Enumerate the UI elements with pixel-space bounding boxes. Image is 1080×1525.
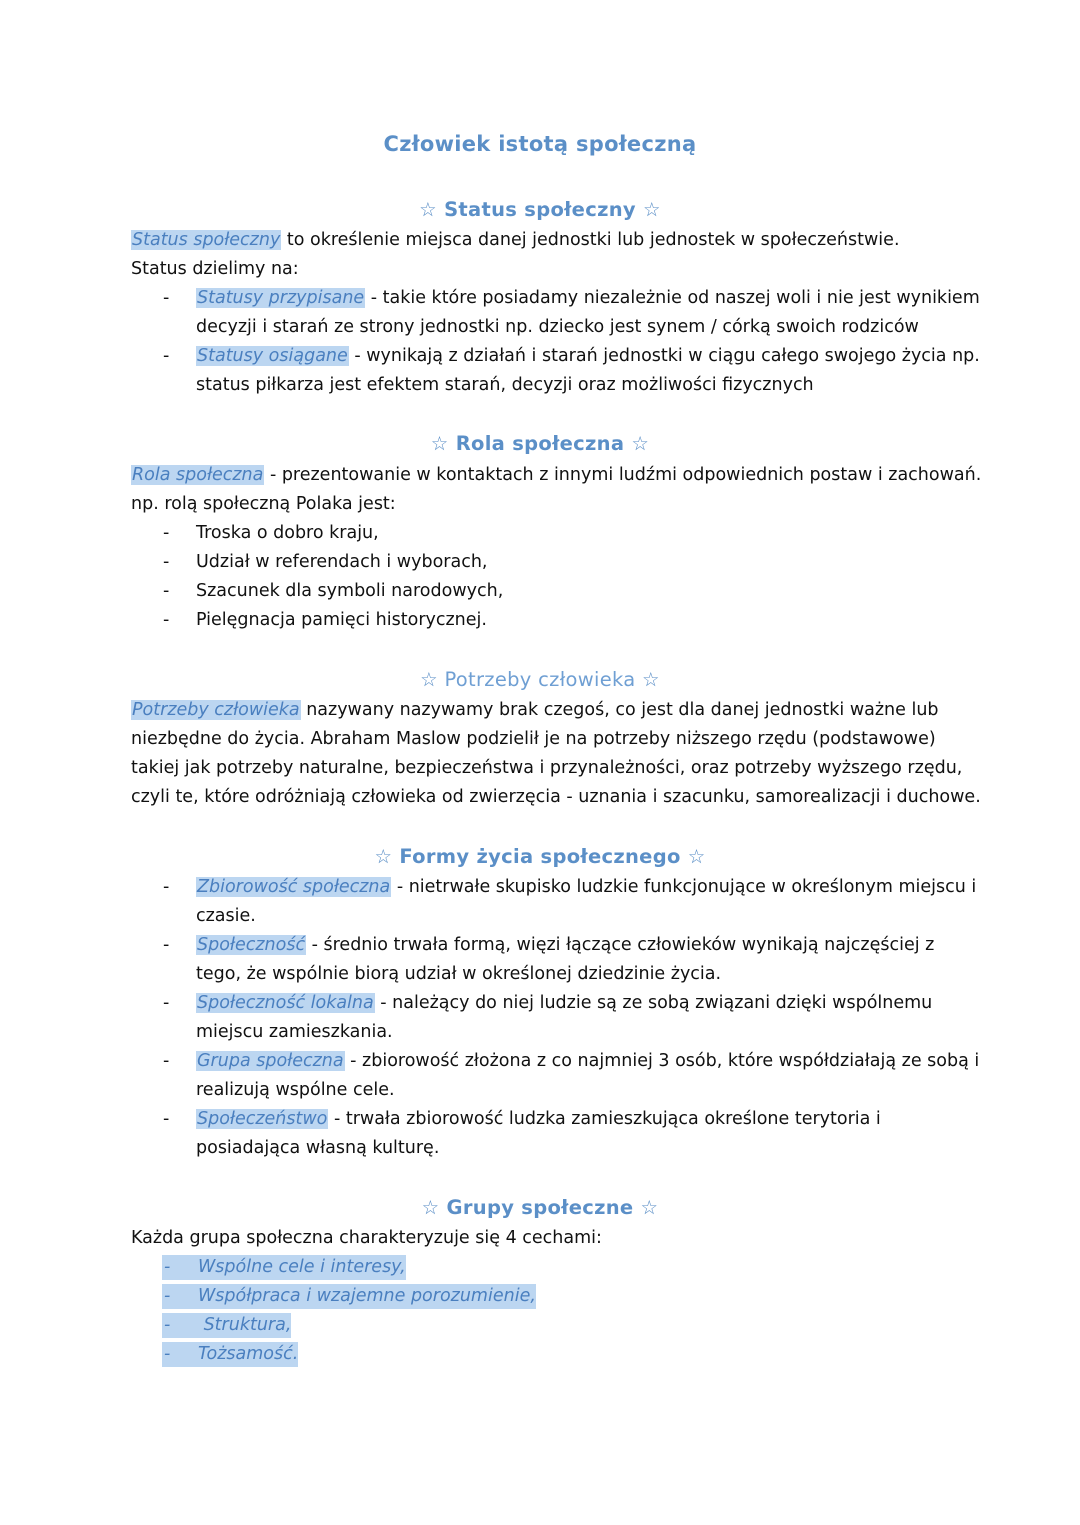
heading-rola: ☆ Rola społeczna ☆ <box>430 432 650 455</box>
bullet-dash: - <box>163 288 170 308</box>
list-item-cont: posiadająca własną kulturę. <box>196 1138 440 1158</box>
heading-status: ☆ Status społeczny ☆ <box>419 198 661 221</box>
list-item: Społeczność lokalna - należący do niej ludzie są ze sobą związani dzięki wspólnemu <box>197 993 933 1013</box>
term-highlight: Statusy przypisane <box>197 288 365 308</box>
list-item: Szacunek dla symboli narodowych, <box>196 581 504 601</box>
term-highlight: Grupa społeczna <box>197 1051 344 1071</box>
term-highlight: Statusy osiągane <box>197 346 348 366</box>
term-highlight: Społeczność lokalna <box>197 993 374 1013</box>
potrzeby-line-4: czyli te, które odróżniają człowieka od zwierzęcia - uznania i szacunku, samorealizacji i duchowe. <box>131 787 981 807</box>
bullet-dash: - <box>163 935 170 955</box>
list-item: Społeczeństwo - trwała zbiorowość ludzka zamieszkująca określone terytoria i <box>197 1109 881 1129</box>
list-item: - Tożsamość. <box>162 1342 298 1367</box>
star-icon: ☆ <box>631 432 650 455</box>
list-item-cont: tego, że wspólnie biorą udział w określonej dziedzinie życia. <box>196 964 722 984</box>
potrzeby-line-3: takiej jak potrzeby naturalne, bezpieczeństwa i przynależności, oraz potrzeby wyższego rzędu, <box>131 758 963 778</box>
term-highlight: Potrzeby człowieka <box>132 700 300 720</box>
star-icon: ☆ <box>374 845 393 868</box>
list-item: Pielęgnacja pamięci historycznej. <box>196 610 487 630</box>
bullet-dash: - <box>163 1051 170 1071</box>
list-item: Udział w referendach i wyborach, <box>196 552 488 572</box>
term-highlight: Społeczność <box>197 935 306 955</box>
star-icon: ☆ <box>640 1196 659 1219</box>
bullet-dash: - <box>164 1286 171 1306</box>
term-highlight: Zbiorowość społeczna <box>197 877 391 897</box>
grupy-intro: Każda grupa społeczna charakteryzuje się 4 cechami: <box>131 1228 602 1248</box>
bullet-dash: - <box>164 1344 171 1364</box>
list-item-cont: status piłkarza jest efektem starań, decyzji oraz możliwości fizycznych <box>196 375 814 395</box>
list-item-cont: realizują wspólne cele. <box>196 1080 395 1100</box>
list-item: - Struktura, <box>162 1313 291 1338</box>
bullet-dash: - <box>163 581 170 601</box>
list-item: Statusy przypisane - takie które posiadamy niezależnie od naszej woli i nie jest wynikiem <box>197 288 980 308</box>
status-definition: Status społeczny to określenie miejsca danej jednostki lub jednostek w społeczeństwie. <box>132 230 900 250</box>
list-item-cont: decyzji i starań ze strony jednostki np. dziecko jest synem / córką swoich rodziców <box>196 317 919 337</box>
page-title: Człowiek istotą społeczną <box>383 132 697 156</box>
heading-formy: ☆ Formy życia społecznego ☆ <box>374 845 706 868</box>
heading-grupy: ☆ Grupy społeczne ☆ <box>421 1196 659 1219</box>
star-icon: ☆ <box>420 668 438 691</box>
list-item: Troska o dobro kraju, <box>196 523 379 543</box>
bullet-dash: - <box>164 1315 171 1335</box>
star-icon: ☆ <box>421 1196 440 1219</box>
bullet-dash: - <box>163 523 170 543</box>
list-item: Zbiorowość społeczna - nietrwałe skupisko ludzkie funkcjonujące w określonym miejscu i <box>197 877 977 897</box>
potrzeby-line-1: Potrzeby człowieka nazywany nazywamy brak czegoś, co jest dla danej jednostki ważne lub <box>132 700 939 720</box>
term-highlight: Społeczeństwo <box>197 1109 328 1129</box>
star-icon: ☆ <box>643 198 661 221</box>
list-item: Grupa społeczna - zbiorowość złożona z co najmniej 3 osób, które współdziałają ze sobą i <box>197 1051 980 1071</box>
star-icon: ☆ <box>642 668 660 691</box>
list-item-cont: czasie. <box>196 906 256 926</box>
bullet-dash: - <box>163 877 170 897</box>
term-highlight: Rola społeczna <box>132 465 264 485</box>
rola-definition: Rola społeczna - prezentowanie w kontaktach z innymi ludźmi odpowiednich postaw i zachowań. <box>132 465 982 485</box>
bullet-dash: - <box>163 552 170 572</box>
list-item: - Współpraca i wzajemne porozumienie, <box>162 1284 536 1309</box>
star-icon: ☆ <box>687 845 706 868</box>
list-item: Społeczność - średnio trwała formą, więzi łączące człowieków wynikają najczęściej z <box>197 935 935 955</box>
bullet-dash: - <box>163 610 170 630</box>
list-item: Statusy osiągane - wynikają z działań i starań jednostki w ciągu całego swojego życia np. <box>197 346 980 366</box>
bullet-dash: - <box>164 1257 171 1277</box>
list-item: - Wspólne cele i interesy, <box>162 1255 406 1280</box>
term-highlight: Status społeczny <box>132 230 281 250</box>
heading-potrzeby: ☆ Potrzeby człowieka ☆ <box>420 668 660 691</box>
bullet-dash: - <box>163 993 170 1013</box>
list-item-cont: miejscu zamieszkania. <box>196 1022 393 1042</box>
star-icon: ☆ <box>419 198 437 221</box>
status-intro: Status dzielimy na: <box>131 259 299 279</box>
star-icon: ☆ <box>430 432 449 455</box>
potrzeby-line-2: niezbędne do życia. Abraham Maslow podzielił je na potrzeby niższego rzędu (podstawowe) <box>131 729 936 749</box>
bullet-dash: - <box>163 346 170 366</box>
rola-intro: np. rolą społeczną Polaka jest: <box>131 494 396 514</box>
bullet-dash: - <box>163 1109 170 1129</box>
